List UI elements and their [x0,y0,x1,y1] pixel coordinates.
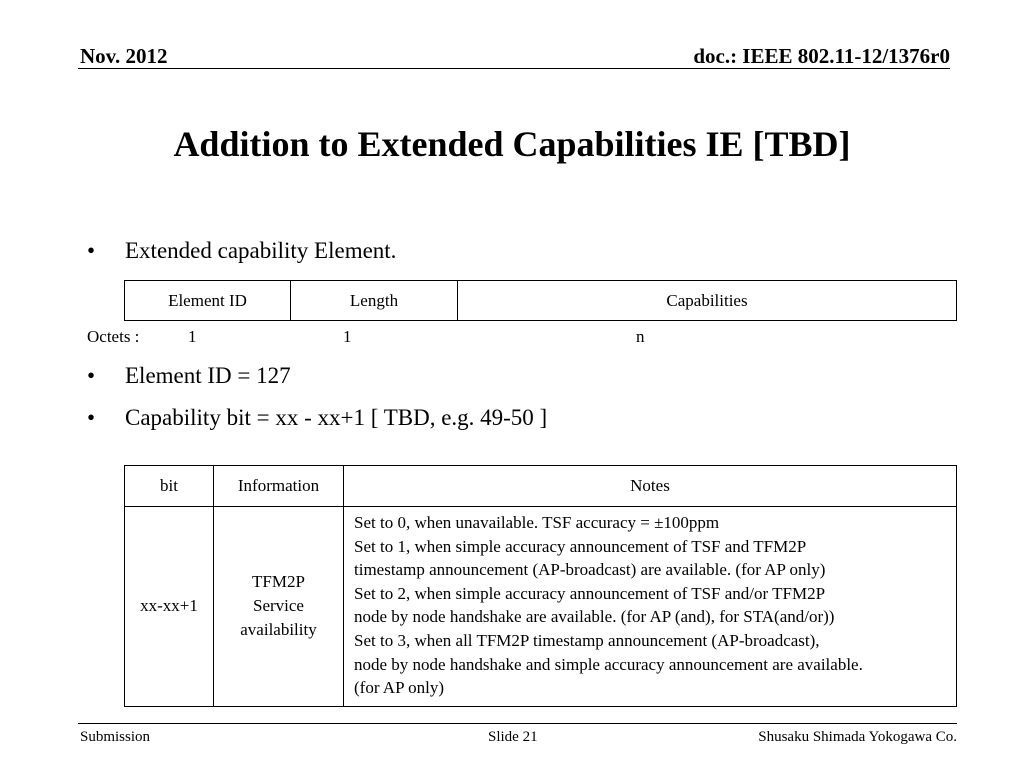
notes-line: Set to 0, when unavailable. TSF accuracy = ±100ppm [354,513,720,532]
octets-label: Octets : [87,327,140,346]
table-row [125,507,957,707]
header-cell-notes: Notes [344,466,957,507]
bullet-text: Element ID = 127 [125,363,291,388]
notes-line: timestamp announcement (AP-broadcast) are available. (for AP only) [354,560,826,580]
cell-notes [344,507,957,707]
bullet-item-1 [87,237,396,265]
bullet-glyph: • [87,238,96,263]
octets-value-capabilities: n [636,327,645,346]
capability-bit-table [124,465,957,707]
element-format-table [124,280,957,321]
bullet-text: Extended capability Element. [125,238,397,263]
notes-line: node by node handshake and simple accuracy announcement are available. [354,654,863,674]
header-divider [78,68,950,69]
information-line: availability [240,620,317,640]
header-cell-bit: bit [125,466,214,507]
header-date: Nov. 2012 [80,44,168,68]
footer-divider [78,723,957,724]
header-doc-id: doc.: IEEE 802.11-12/1376r0 [693,44,950,68]
bullet-glyph: • [87,363,96,388]
notes-line: Set to 2, when simple accuracy announcement of TSF and/or TFM2P [354,583,826,603]
header-cell-information: Information [214,466,344,507]
footer-slide-number: Slide 21 [488,729,538,745]
bullet-text: Capability bit = xx - xx+1 [ TBD, e.g. 49-50 ] [125,405,548,430]
header-cell-capabilities: Capabilities [458,281,957,321]
table-header-row [125,466,957,507]
notes-line: node by node handshake are available. (for AP (and), for STA(and/or)) [354,607,835,627]
table-row [125,281,957,321]
footer-submission: Submission [80,729,151,745]
information-line: Service [253,596,304,616]
octets-value-length: 1 [343,327,352,346]
notes-line: Set to 3, when all TFM2P timestamp announcement (AP-broadcast), [354,630,820,650]
bullet-item-3 [87,404,547,432]
header-cell-length: Length [291,281,458,321]
information-line: TFM2P [252,572,305,592]
bullet-item-2 [87,362,291,390]
bullet-glyph: • [87,405,96,430]
header-cell-element-id: Element ID [125,281,291,321]
cell-bit: xx-xx+1 [125,507,214,707]
slide-title: Addition to Extended Capabilities IE [TBD] [173,124,851,164]
cell-information [214,507,344,707]
footer-author: Shusaku Shimada Yokogawa Co. [758,729,957,745]
notes-line: Set to 1, when simple accuracy announcement of TSF and TFM2P [354,536,807,556]
octets-value-element-id: 1 [188,327,197,346]
notes-line: (for AP only) [354,678,445,698]
